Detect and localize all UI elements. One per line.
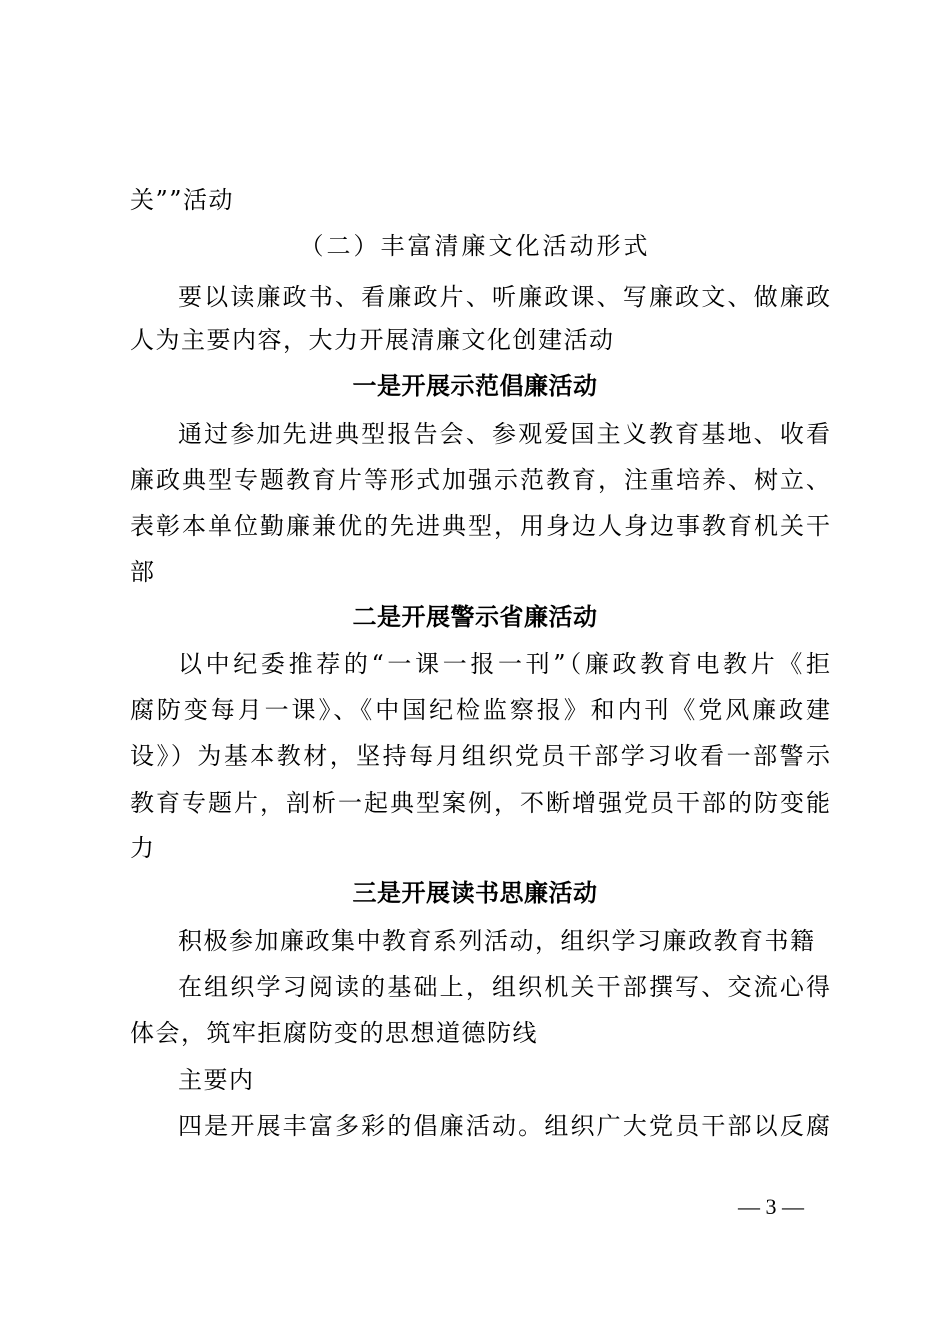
paragraph-line: 表彰本单位勤廉兼优的先进典型，用身边人身边事教育机关干 <box>130 512 830 540</box>
paragraph-line: 以中纪委推荐的“一课一报一刊”（廉政教育电教片《拒 <box>178 650 830 678</box>
paragraph-line: 人为主要内容，大力开展清廉文化创建活动 <box>130 326 615 354</box>
paragraph-line: 四是开展丰富多彩的倡廉活动。组织广大党员干部以反腐 <box>178 1112 830 1140</box>
paragraph-line: 在组织学习阅读的基础上，组织机关干部撰写、交流心得 <box>178 973 830 1001</box>
section-heading: 一是开展示范倡廉活动 <box>352 371 598 400</box>
paragraph-line: 力 <box>130 834 156 862</box>
paragraph-line: 要以读廉政书、看廉政片、听廉政课、写廉政文、做廉政 <box>178 283 830 311</box>
paragraph-line: 教育专题片，剖析一起典型案例，不断增强党员干部的防变能 <box>130 789 830 817</box>
section-subheading: （二）丰富清廉文化活动形式 <box>299 232 651 260</box>
section-heading: 二是开展警示省廉活动 <box>352 602 598 631</box>
paragraph-line: 通过参加先进典型报告会、参观爱国主义教育基地、收看 <box>178 420 830 448</box>
page-number: — 3 — <box>738 1194 804 1219</box>
paragraph-line: 廉政典型专题教育片等形式加强示范教育，注重培养、树立、 <box>130 466 830 494</box>
paragraph-line: 腐防变每月一课》、《中国纪检监察报》和内刊《党风廉政建 <box>130 696 830 724</box>
text-line: 关””活动 <box>130 186 235 214</box>
section-heading: 三是开展读书思廉活动 <box>352 878 598 907</box>
paragraph-line: 积极参加廉政集中教育系列活动，组织学习廉政教育书籍 <box>178 927 816 955</box>
paragraph-line: 主要内 <box>178 1066 255 1094</box>
paragraph-line: 部 <box>130 558 156 586</box>
paragraph-line: 设》）为基本教材，坚持每月组织党员干部学习收看一部警示 <box>130 742 830 770</box>
paragraph-line: 体会，筑牢拒腐防变的思想道德防线 <box>130 1019 538 1047</box>
